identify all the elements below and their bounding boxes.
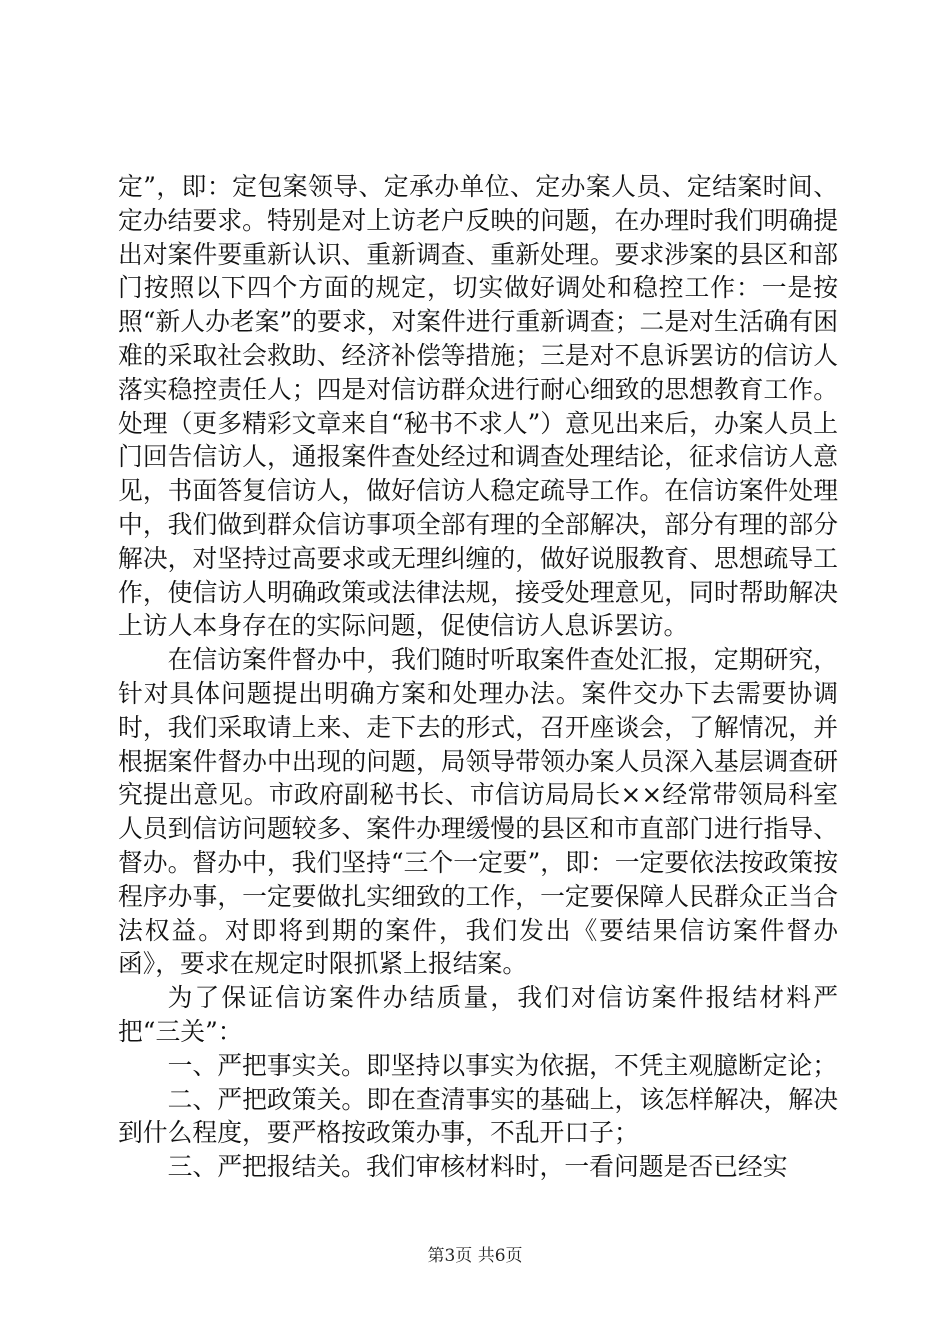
paragraph-3: 为了保证信访案件办结质量，我们对信访案件报结材料严把“三关”： xyxy=(118,983,838,1046)
document-body xyxy=(118,170,838,1184)
paragraph-1: 定”，即：定包案领导、定承办单位、定办案人员、定结案时间、定办结要求。特别是对上访老户反映的问题，在办理时我们明确提出对案件要重新认识、重新调查、重新处理。要求涉案的县区和部门按照以下四个方面的规定，切实做好调处和稳控工作：一是按照“新人办老案”的要求，对案件进行重新调查；二是对生活确有困难的采取社会救助、经济补偿等措施；三是对不息诉罢访的信访人落实稳控责任人；四是对信访群众进行耐心细致的思想教育工作。处理（更多精彩文章来自“秘书不求人”）意见出来后，办案人员上门回告信访人，通报案件查处经过和调查处理结论，征求信访人意见，书面答复信访人，做好信访人稳定疏导工作。在信访案件处理中，我们做到群众信访事项全部有理的全部解决，部分有理的部分解决，对坚持过高要求或无理纠缠的，做好说服教育、思想疏导工作，使信访人明确政策或法律法规，接受处理意见，同时帮助解决上访人本身存在的实际问题，促使信访人息诉罢访。 xyxy=(118,172,838,641)
page-number-footer: 第3页 共6页 xyxy=(427,1246,523,1266)
paragraph-5: 二、严把政策关。即在查清事实的基础上，该怎样解决，解决到什么程度，要严格按政策办事，不乱开口子； xyxy=(118,1084,838,1148)
paragraph-6: 三、严把报结关。我们审核材料时，一看问题是否已经实 xyxy=(167,1152,788,1182)
paragraph-4: 一、严把事实关。即坚持以事实为依据，不凭主观臆断定论； xyxy=(167,1050,838,1080)
paragraph-2: 在信访案件督办中，我们随时听取案件查处汇报，定期研究，针对具体问题提出明确方案和处理办法。案件交办下去需要协调时，我们采取请上来、走下去的形式，召开座谈会，了解情况，并根据案件督办中出现的问题，局领导带领办案人员深入基层调查研究提出意见。市政府副秘书长、市信访局局长××经常带领局科室人员到信访问题较多、案件办理缓慢的县区和市直部门进行指导、督办。督办中，我们坚持“三个一定要”，即：一定要依法按政策按程序办事，一定要做扎实细致的工作，一定要保障人民群众正当合法权益。对即将到期的案件，我们发出《要结果信访案件督办函》，要求在规定时限抓紧上报结案。 xyxy=(118,645,838,979)
